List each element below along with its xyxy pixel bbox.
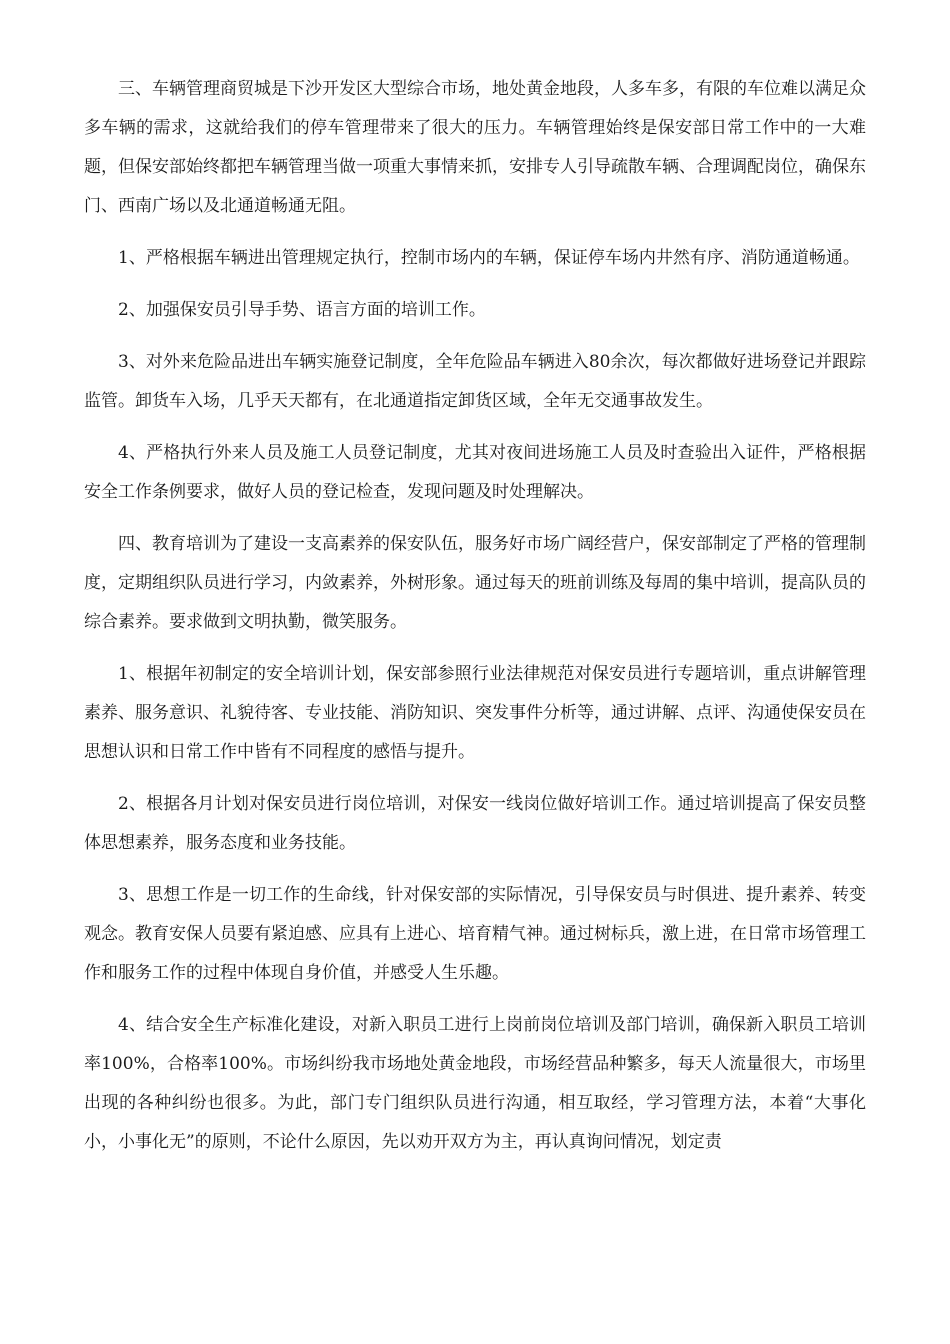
paragraph-vehicle-item-1: 1、严格根据车辆进出管理规定执行，控制市场内的车辆，保证停车场内井然有序、消防通道畅通。 <box>118 248 860 268</box>
paragraph-training-item-3: 3、思想工作是一切工作的生命线，针对保安部的实际情况，引导保安员与时俱进、提升素养、转变观念。教育安保人员要有紧迫感、应具有上进心、培育精气神。通过树标兵，激上进，在日常市场管理工作和服务工作的过程中体现自身价值，并感受人生乐趣。 <box>84 885 866 983</box>
paragraph-vehicle-item-4: 4、严格执行外来人员及施工人员登记制度，尤其对夜间进场施工人员及时查验出入证件，严格根据安全工作条例要求，做好人员的登记检查，发现问题及时处理解决。 <box>84 443 866 502</box>
paragraph-training-item-2: 2、根据各月计划对保安员进行岗位培训，对保安一线岗位做好培训工作。通过培训提高了保安员整体思想素养，服务态度和业务技能。 <box>84 794 866 853</box>
paragraph-vehicle-item-2: 2、加强保安员引导手势、语言方面的培训工作。 <box>118 300 486 320</box>
paragraph-vehicle-item-3: 3、对外来危险品进出车辆实施登记制度，全年危险品车辆进入80余次，每次都做好进场登记并跟踪监管。卸货车入场，几乎天天都有，在北通道指定卸货区域，全年无交通事故发生。 <box>84 352 866 411</box>
paragraph-training-item-1: 1、根据年初制定的安全培训计划，保安部参照行业法律规范对保安员进行专题培训，重点讲解管理素养、服务意识、礼貌待客、专业技能、消防知识、突发事件分析等，通过讲解、点评、沟通使保安员在思想认识和日常工作中皆有不同程度的感悟与提升。 <box>84 664 866 762</box>
paragraph-vehicle-management: 三、车辆管理商贸城是下沙开发区大型综合市场，地处黄金地段，人多车多，有限的车位难以满足众多车辆的需求，这就给我们的停车管理带来了很大的压力。车辆管理始终是保安部日常工作中的一大难题，但保安部始终都把车辆管理当做一项重大事情来抓，安排专人引导疏散车辆、合理调配岗位，确保东门、西南广场以及北通道畅通无阻。 <box>84 79 866 216</box>
paragraph-training-item-4: 4、结合安全生产标准化建设，对新入职员工进行上岗前岗位培训及部门培训，确保新入职员工培训率100%，合格率100%。市场纠纷我市场地处黄金地段，市场经营品种繁多，每天人流量很大，市场里出现的各种纠纷也很多。为此，部门专门组织队员进行沟通，相互取经，学习管理方法，本着“大事化小，小事化无”的原则，不论什么原因，先以劝开双方为主，再认真询问情况，划定责 <box>84 1015 866 1152</box>
paragraph-education-training: 四、教育培训为了建设一支高素养的保安队伍，服务好市场广阔经营户，保安部制定了严格的管理制度，定期组织队员进行学习，内敛素养，外树形象。通过每天的班前训练及每周的集中培训，提高队员的综合素养。要求做到文明执勤，微笑服务。 <box>84 534 866 632</box>
